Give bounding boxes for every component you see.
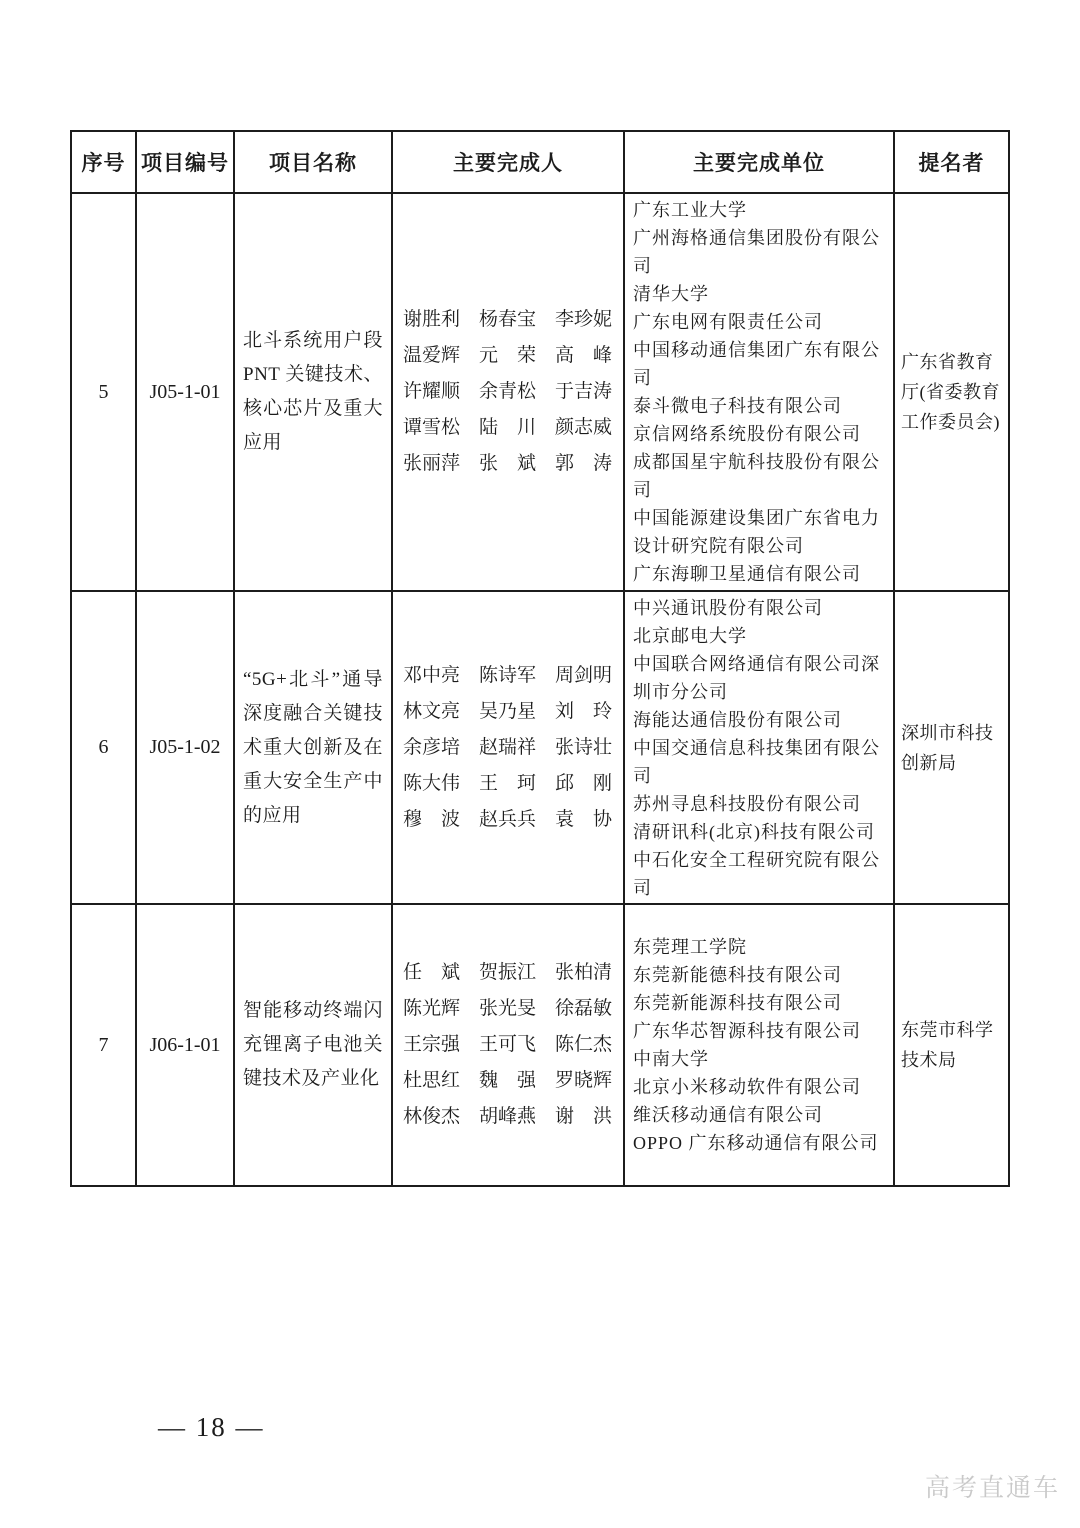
- project-nominator-text: 东莞市科学技术局: [901, 1020, 994, 1070]
- project-nominator: [894, 591, 1009, 904]
- project-units: [624, 591, 894, 904]
- project-people-list: 邓中亮 陈诗军 周剑明 林文亮 吴乃星 刘 玲 余彦培 赵瑞祥 张诗壮 陈大伟 王 珂 邱 刚 穆 波 赵兵兵 袁 协: [403, 664, 613, 830]
- award-projects-table: [70, 130, 1010, 1187]
- project-units-list: 中兴通讯股份有限公司 北京邮电大学 中国联合网络通信有限公司深圳市分公司 海能达通信股份有限公司 中国交通信息科技集团有限公司 苏州寻息科技股份有限公司 清研讯科(北京)科技有限公司 中石化安全工程研究院有限公司: [633, 597, 880, 898]
- project-nominator: [894, 904, 1009, 1186]
- project-code: J05-1-01: [136, 193, 234, 591]
- project-title: [234, 904, 392, 1186]
- column-header-people: 主要完成人: [392, 131, 624, 193]
- project-units: [624, 193, 894, 591]
- project-code: J05-1-02: [136, 591, 234, 904]
- project-people: [392, 193, 624, 591]
- project-people: [392, 591, 624, 904]
- project-title-text: 北斗系统用户段 PNT 关键技术、核心芯片及重大应用: [243, 330, 383, 453]
- project-title: [234, 591, 392, 904]
- row-index: 5: [71, 193, 136, 591]
- project-people-list: 任 斌 贺振江 张柏清 陈光辉 张光旻 徐磊敏 王宗强 王可飞 陈仁杰 杜思红 魏 强 罗晓辉 林俊杰 胡峰燕 谢 洪: [403, 962, 613, 1127]
- page-number: — 18 —: [158, 1412, 265, 1442]
- project-units: [624, 904, 894, 1186]
- row-index: 7: [71, 904, 136, 1186]
- column-header-units: 主要完成单位: [624, 131, 894, 193]
- column-header-index: 序号: [71, 131, 136, 193]
- project-title-text: “5G+北斗”通导深度融合关键技术重大创新及在重大安全生产中的应用: [243, 668, 383, 826]
- project-people-list: 谢胜利 杨春宝 李珍妮 温爱辉 元 荣 高 峰 许耀顺 余青松 于吉涛 谭雪松 陆 川 颜志威 张丽萍 张 斌 郭 涛: [403, 309, 613, 474]
- column-header-nominator: 提名者: [894, 131, 1009, 193]
- column-header-title: 项目名称: [234, 131, 392, 193]
- project-people: [392, 904, 624, 1186]
- table-row: [71, 904, 1009, 1186]
- project-title: [234, 193, 392, 591]
- watermark-text: 高考直通车: [924, 1474, 1060, 1502]
- project-title-text: 智能移动终端闪充锂离子电池关键技术及产业化: [243, 1000, 383, 1089]
- project-units-list: 广东工业大学 广州海格通信集团股份有限公司 清华大学 广东电网有限责任公司 中国移动通信集团广东有限公司 泰斗微电子科技有限公司 京信网络系统股份有限公司 成都国星宇航科技股份有限公司 中国能源建设集团广东省电力设计研究院有限公司 广东海聊卫星通信有限公司: [633, 200, 880, 584]
- table-row: [71, 591, 1009, 904]
- table-header-row: [71, 131, 1009, 193]
- project-code: J06-1-01: [136, 904, 234, 1186]
- project-nominator-text: 深圳市科技创新局: [901, 722, 994, 773]
- project-nominator-text: 广东省教育厅(省委教育工作委员会): [901, 352, 1000, 432]
- column-header-code: 项目编号: [136, 131, 234, 193]
- row-index: 6: [71, 591, 136, 904]
- table-row: [71, 193, 1009, 591]
- project-nominator: [894, 193, 1009, 591]
- project-units-list: 东莞理工学院 东莞新能德科技有限公司 东莞新能源科技有限公司 广东华芯智源科技有限公司 中南大学 北京小米移动软件有限公司 维沃移动通信有限公司 OPPO 广东移动通信有限公司: [633, 937, 879, 1153]
